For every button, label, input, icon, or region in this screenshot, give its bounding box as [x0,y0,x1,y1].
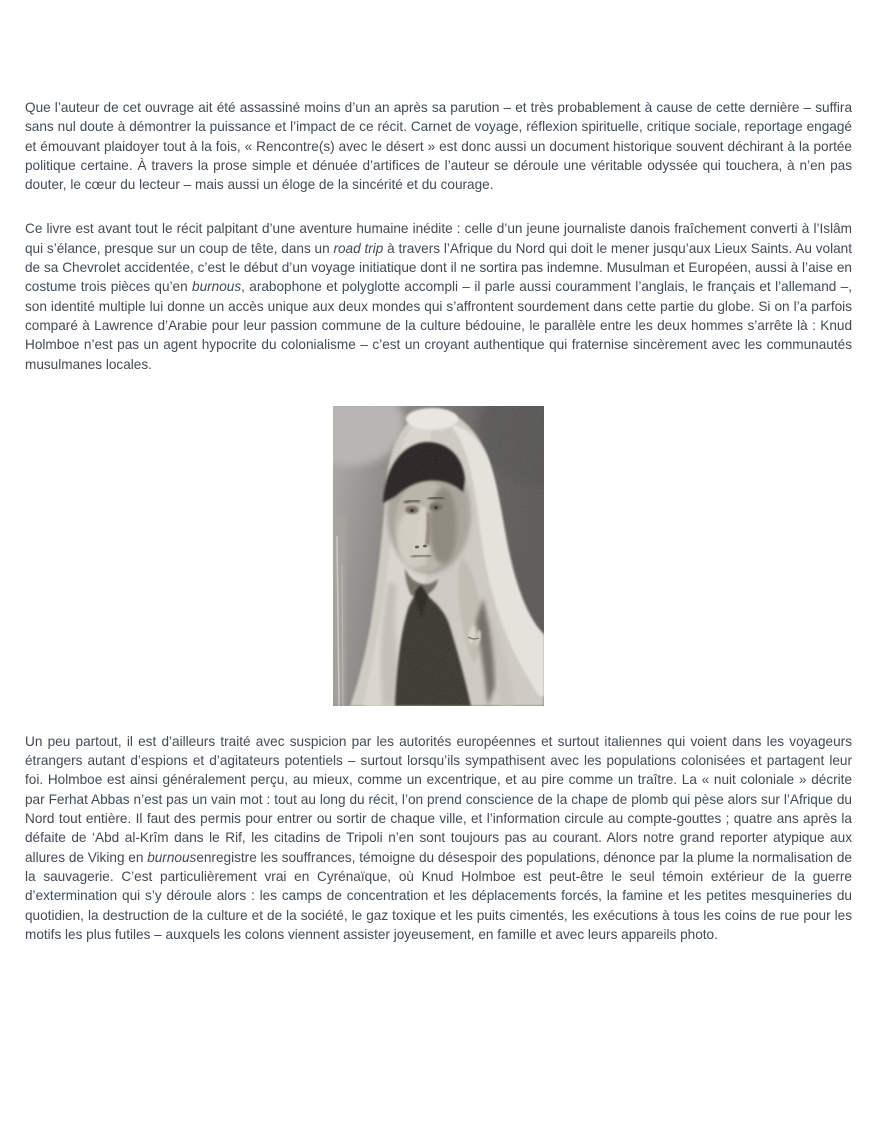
text-segment: Que l’auteur de cet ouvrage ait été assassiné moins d’un an après sa parution – et très probablement à cause de cette dernière – suffira sans nul doute à démontrer la puissance et l’impact de ce récit. Carnet de voyage, réflexion spirituelle, critique sociale, reportage engagé et émouvant plaidoyer tout à la fois, « Rencontre(s) avec le désert » est donc aussi un document historique souvent déchirant à la portée politique certaine. À travers la prose simple et dénuée d’artifices de l’auteur se déroule une véritable odyssée qui touchera, à n’en pas douter, le cœur du lecteur – mais aussi un éloge de la sincérité et du courage. [25,100,852,193]
text-segment: à travers l’Afrique du Nord qui doit le mener jusqu’aux Lieux Saints. Au volant de sa Chevrolet accidentée, c’est le début d’un voyage initiatique dont il ne sortira pas indemne. Musulman et Européen, aussi à l’aise en costume trois pièces qu’en [25,240,852,295]
paragraph [25,98,852,194]
text-segment: , arabophone et polyglotte accompli – il parle aussi couramment l’anglais, le français et l’allemand –, son identité multiple lui donne un accès unique aux deux mondes qui s’affrontent sourdement dans cette partie du globe. Si on l’a parfois comparé à Lawrence d’Arabie pour leur passion commune de la culture bédouine, le parallèle entre les deux hommes s’arrête là : Knud Holmboe n’est pas un agent hypocrite du colonialisme – c’est un croyant authentique qui fraternise sincèrement avec les communautés musulmanes locales. [25,279,853,372]
text-block-top [25,98,852,374]
portrait-photo-image [333,406,544,706]
text-segment: Ce livre est avant tout le récit palpitant d’une aventure humaine inédite : celle d’un jeune journaliste danois fraîchement converti à l’Islâm qui s’élance, presque sur un coup de tête, dans un [25,221,852,256]
film-grain-overlay [333,406,544,706]
paragraph [25,732,852,944]
text-segment: Un peu partout, il est d’ailleurs traité avec suspicion par les autorités européennes et surtout italiennes qui voient dans les voyageurs étrangers autant d’espions et d’agitateurs potentiels – surtout lorsqu’ils sympathisent avec les populations colonisées et partagent leur foi. Holmboe est ainsi généralement perçu, au mieux, comme un excentrique, et au pire comme un traître. La « nuit coloniale » décrite par Ferhat Abbas n’est pas un vain mot : tout au long du récit, l’on prend conscience de la chape de plomb qui pèse alors sur l’Afrique du Nord tout entière. Il faut des permis pour entrer ou sortir de chaque ville, et l’information circule au compte-gouttes ; quatre ans après la défaite de ‘Abd al-Krîm dans le Rif, les citadins de Tripoli n’en sont toujours pas au courant. Alors notre grand reporter atypique aux allures de Viking en [25,733,852,865]
italic-term: burnous [192,279,242,295]
text-segment: enregistre les souffrances, témoigne du désespoir des populations, dénonce par la plume la normalisation de la sauvagerie. C’est particulièrement vrai en Cyrénaïque, où Knud Holmboe est peut-être le seul témoin extérieur de la guerre d’extermination qui s’y déroule alors : les camps de concentration et les déplacements forcés, la famine et les petites mesquineries du quotidien, la destruction de la culture et de la société, le gaz toxique et les puits cimentés, les exécutions à tous les coins de rue pour les motifs les plus futiles – auxquels les colons viennent assister joyeusement, en famille et avec leurs appareils photo. [25,849,852,942]
italic-term: burnous [147,849,197,865]
text-block-bottom [25,732,852,944]
portrait-photo [333,406,544,706]
italic-term: road trip [333,240,384,256]
paragraph [25,219,852,373]
